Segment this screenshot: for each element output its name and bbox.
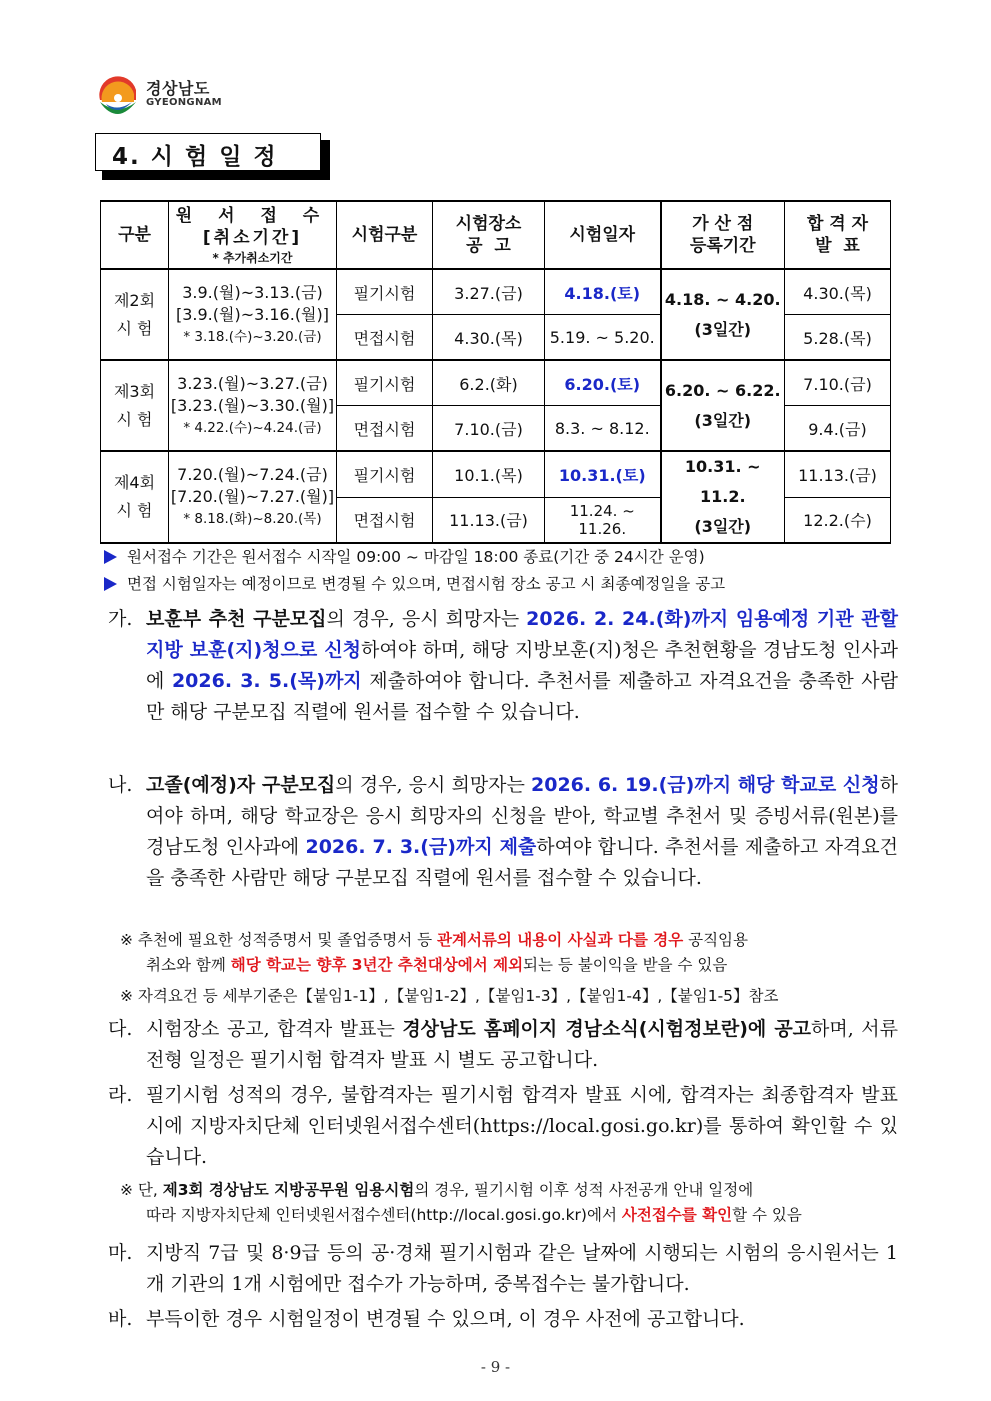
logo-korean-text: 경상남도 <box>146 79 210 98</box>
gyeongnam-emblem-icon <box>96 72 140 116</box>
gyeongnam-logo <box>96 72 256 118</box>
place-notice: 6.2.(화) <box>433 360 545 406</box>
receipt-period: 3.23.(월)~3.27.(금) [3.23.(월)~3.30.(월)] * 4.22.(수)~4.24.(금) <box>169 360 337 451</box>
paragraph-na: 나. 고졸(예정)자 구분모집의 경우, 응시 희망자는 2026. 6. 19.(금)까지 해당 학교로 신청하여야 하며, 해당 학교장은 응시 희망자의 신청을 받아, 학교별 추천서 및 증빙서류(원본)를 경남도청 인사과에 2026. 7. 3.(금)까지 제출하여야 합니다. 추천서를 제출하고 자격요건을 충족한 사람만 해당 구분모집 직렬에 원서를 접수할 수 있습니다. <box>108 774 898 889</box>
header-place: 시험장소 공 고 <box>433 201 545 269</box>
reference-note-preview: ※ 단, 제3회 경상남도 지방공무원 임용시험의 경우, 필기시험 이후 성적 사전공개 안내 일정에 따라 지방자치단체 인터넷원서접수센터(http://local.gosi.go.kr)에서 사전접수를 확인할 수 있음 <box>120 1181 802 1224</box>
reference-note-attachments: ※ 자격요건 등 세부기준은【붙임1-1】,【붙임1-2】,【붙임1-3】,【붙임1-4】,【붙임1-5】참조 <box>120 987 779 1005</box>
result-date: 9.4.(금) <box>785 406 891 452</box>
receipt-period: 7.20.(월)~7.24.(금) [7.20.(월)~7.27.(월)] * 8.18.(화)~8.20.(목) <box>169 451 337 543</box>
header-result: 합 격 자 발 표 <box>785 201 891 269</box>
note-interview-date: 면접 시험일자는 예정이므로 변경될 수 있으며, 면접시험 장소 공고 시 최종예정일을 공고 <box>104 573 725 595</box>
bonus-period: 6.20. ~ 6.22. (3일간) <box>661 360 785 451</box>
round-label: 제2회 시 험 <box>101 269 169 360</box>
exam-date: 5.19. ~ 5.20. <box>545 315 661 361</box>
round-label: 제4회 시 험 <box>101 451 169 543</box>
place-notice: 4.30.(목) <box>433 315 545 361</box>
table-row <box>101 269 891 315</box>
place-notice: 7.10.(금) <box>433 406 545 452</box>
table-row <box>101 360 891 406</box>
place-notice: 3.27.(금) <box>433 269 545 315</box>
header-type: 시험구분 <box>337 201 433 269</box>
logo-english-text: GYEONGNAM <box>146 97 222 108</box>
paragraph-ra: 라. 필기시험 성적의 경우, 불합격자는 필기시험 합격자 발표 시에, 합격자는 최종합격자 발표 시에 지방자치단체 인터넷원서접수센터(https://local.gosi.go.kr)를 통하여 확인할 수 있습니다. <box>108 1084 898 1168</box>
result-date: 12.2.(수) <box>785 497 891 543</box>
header-bonus: 가 산 점 등록기간 <box>661 201 785 269</box>
section-title-box <box>95 133 321 171</box>
exam-date: 6.20.(토) <box>545 360 661 406</box>
header-gu: 구분 <box>101 201 169 269</box>
triangle-bullet-icon <box>104 550 117 564</box>
exam-type: 면접시험 <box>337 315 433 361</box>
bonus-period: 4.18. ~ 4.20. (3일간) <box>661 269 785 360</box>
exam-type: 면접시험 <box>337 497 433 543</box>
note-receipt-hours: 원서접수 기간은 원서접수 시작일 09:00 ~ 마감일 18:00 종료(기간 중 24시간 운영) <box>104 546 705 568</box>
exam-type: 필기시험 <box>337 269 433 315</box>
paragraph-ba: 바. 부득이한 경우 시험일정이 변경될 수 있으며, 이 경우 사전에 공고합니다. <box>108 1308 745 1330</box>
exam-date: 11.24. ~ 11.26. <box>545 497 661 543</box>
exam-date: 4.18.(토) <box>545 269 661 315</box>
result-date: 4.30.(목) <box>785 269 891 315</box>
section-title: 4. 시 험 일 정 <box>112 144 278 170</box>
exam-date: 8.3. ~ 8.12. <box>545 406 661 452</box>
round-label: 제3회 시 험 <box>101 360 169 451</box>
exam-type: 면접시험 <box>337 406 433 452</box>
exam-schedule-table <box>100 200 891 544</box>
exam-date: 10.31.(토) <box>545 451 661 497</box>
header-date: 시험일자 <box>545 201 661 269</box>
exam-type: 필기시험 <box>337 360 433 406</box>
header-receipt: 원 서 접 수 [취소기간] * 추가취소기간 <box>169 201 337 269</box>
result-date: 5.28.(목) <box>785 315 891 361</box>
reference-note-recommendation: ※ 추천에 필요한 성적증명서 및 졸업증명서 등 관계서류의 내용이 사실과 다를 경우 공직임용 취소와 함께 해당 학교는 향후 3년간 추천대상에서 제외되는 등 불이익을 받을 수 있음 <box>120 931 749 974</box>
triangle-bullet-icon <box>104 577 117 591</box>
place-notice: 10.1.(목) <box>433 451 545 497</box>
table-header-row <box>101 201 891 269</box>
paragraph-da: 다. 시험장소 공고, 합격자 발표는 경상남도 홈페이지 경남소식(시험정보란)에 공고하며, 서류전형 일정은 필기시험 합격자 발표 시 별도 공고합니다. <box>108 1018 898 1071</box>
place-notice: 11.13.(금) <box>433 497 545 543</box>
paragraph-ma: 마. 지방직 7급 및 8·9급 등의 공·경채 필기시험과 같은 날짜에 시행되는 시험의 응시원서는 1개 기관의 1개 시험에만 접수가 가능하며, 중복접수는 불가합니다. <box>108 1242 898 1295</box>
result-date: 11.13.(금) <box>785 451 891 497</box>
result-date: 7.10.(금) <box>785 360 891 406</box>
page-number: - 9 - <box>480 1358 511 1376</box>
bonus-period: 10.31. ~ 11.2. (3일간) <box>661 451 785 543</box>
paragraph-ga: 가. 보훈부 추천 구분모집의 경우, 응시 희망자는 2026. 2. 24.(화)까지 임용예정 기관 관할 지방 보훈(지)청으로 신청하여야 하며, 해당 지방보훈(지)청은 추천현황을 경남도청 인사과에 2026. 3. 5.(목)까지 제출하여야 합니다. 추천서를 제출하고 자격요건을 충족한 사람만 해당 구분모집 직렬에 원서를 접수할 수 있습니다. <box>108 608 899 723</box>
table-row <box>101 451 891 497</box>
receipt-period: 3.9.(월)~3.13.(금) [3.9.(월)~3.16.(월)] * 3.18.(수)~3.20.(금) <box>169 269 337 360</box>
exam-type: 필기시험 <box>337 451 433 497</box>
